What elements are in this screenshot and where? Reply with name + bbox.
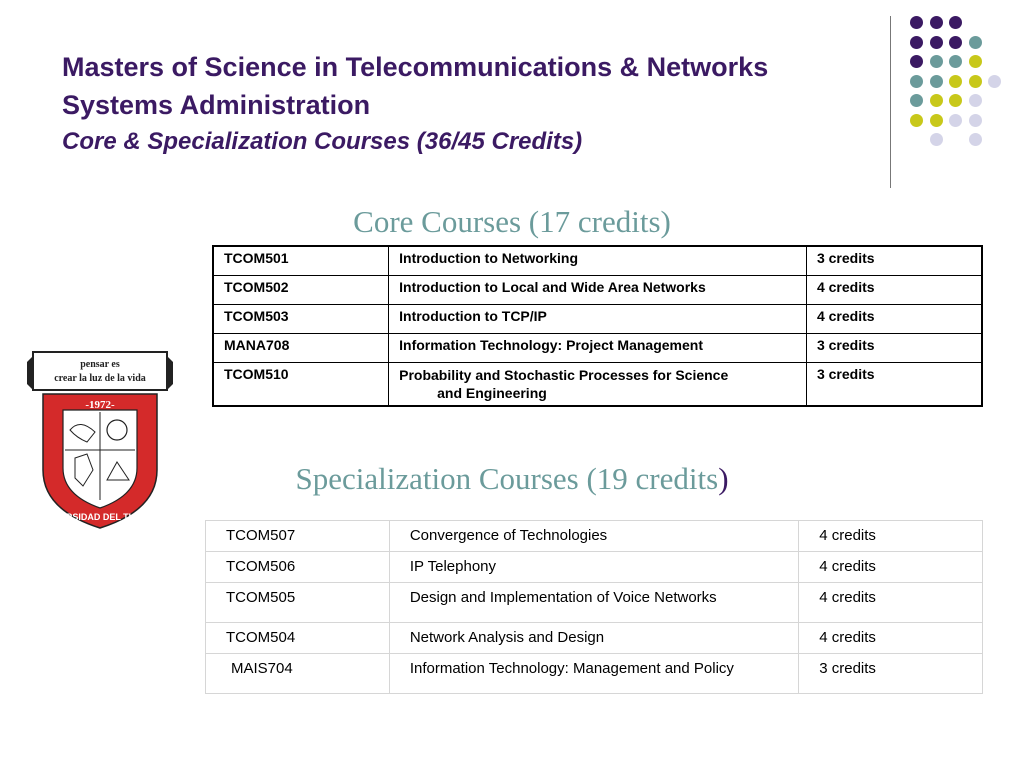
table-row bbox=[213, 305, 982, 334]
course-credits: 4 credits bbox=[806, 305, 982, 334]
logo-motto-1: pensar es bbox=[80, 359, 120, 370]
table-row bbox=[206, 654, 983, 694]
university-logo bbox=[25, 350, 175, 530]
course-name: Network Analysis and Design bbox=[389, 623, 798, 654]
logo-motto-2: crear la luz de la vida bbox=[54, 373, 146, 384]
course-code: TCOM506 bbox=[206, 552, 390, 583]
decorative-dot bbox=[910, 75, 923, 88]
specialization-heading-paren: ) bbox=[718, 461, 729, 496]
decorative-dot bbox=[930, 133, 943, 146]
decorative-dot bbox=[969, 114, 982, 127]
decorative-dot bbox=[988, 75, 1001, 88]
course-credits: 4 credits bbox=[799, 552, 983, 583]
core-heading: Core Courses (17 credits) bbox=[353, 204, 671, 239]
decorative-dot bbox=[930, 114, 943, 127]
decorative-dot bbox=[949, 55, 962, 68]
core-courses-table bbox=[212, 245, 983, 407]
course-credits: 3 credits bbox=[806, 334, 982, 363]
course-code: TCOM502 bbox=[213, 276, 389, 305]
table-row bbox=[206, 623, 983, 654]
decorative-dot bbox=[930, 75, 943, 88]
course-code: TCOM510 bbox=[213, 363, 389, 407]
course-name bbox=[389, 363, 807, 407]
logo-arc-text: UNIVERSIDAD DEL TURABO bbox=[38, 512, 162, 522]
specialization-heading-text: Specialization Courses (19 credits bbox=[295, 461, 719, 496]
title-line-1: Masters of Science in Telecommunications & Networks bbox=[62, 52, 769, 82]
decorative-dot bbox=[969, 133, 982, 146]
table-row bbox=[213, 334, 982, 363]
course-credits: 4 credits bbox=[799, 623, 983, 654]
table-row bbox=[213, 246, 982, 276]
course-name: Introduction to Networking bbox=[389, 246, 807, 276]
decorative-dot bbox=[930, 16, 943, 29]
decorative-dot bbox=[930, 55, 943, 68]
course-code: TCOM504 bbox=[206, 623, 390, 654]
decorative-dot bbox=[949, 36, 962, 49]
university-seal-icon bbox=[25, 350, 175, 530]
course-name-line-1: Probability and Stochastic Processes for Science bbox=[399, 367, 729, 383]
course-credits: 4 credits bbox=[799, 521, 983, 552]
decorative-dot bbox=[910, 114, 923, 127]
specialization-heading bbox=[0, 461, 1024, 497]
course-name: IP Telephony bbox=[389, 552, 798, 583]
course-credits: 3 credits bbox=[799, 654, 983, 694]
course-credits: 3 credits bbox=[806, 246, 982, 276]
table-row bbox=[213, 363, 982, 407]
course-credits: 4 credits bbox=[806, 276, 982, 305]
decorative-dot bbox=[949, 94, 962, 107]
slide-title bbox=[62, 48, 902, 160]
decorative-dot bbox=[910, 94, 923, 107]
logo-year: -1972- bbox=[85, 399, 115, 411]
course-code: TCOM505 bbox=[206, 583, 390, 623]
course-name: Information Technology: Management and Policy bbox=[389, 654, 798, 694]
course-name: Convergence of Technologies bbox=[389, 521, 798, 552]
course-name: Information Technology: Project Management bbox=[389, 334, 807, 363]
decorative-dot bbox=[910, 55, 923, 68]
decorative-dot bbox=[930, 36, 943, 49]
course-name: Introduction to Local and Wide Area Networks bbox=[389, 276, 807, 305]
course-code: MANA708 bbox=[213, 334, 389, 363]
decorative-dot bbox=[949, 75, 962, 88]
decorative-dot bbox=[910, 16, 923, 29]
divider-line bbox=[890, 16, 891, 188]
table-row bbox=[213, 276, 982, 305]
course-name-line-2: and Engineering bbox=[437, 385, 547, 401]
course-name: Introduction to TCP/IP bbox=[389, 305, 807, 334]
table-row bbox=[206, 521, 983, 552]
decorative-dot bbox=[969, 55, 982, 68]
specialization-courses-table bbox=[205, 520, 983, 694]
table-row bbox=[206, 552, 983, 583]
course-code: TCOM501 bbox=[213, 246, 389, 276]
course-credits: 4 credits bbox=[799, 583, 983, 623]
title-line-2: Systems Administration bbox=[62, 90, 371, 120]
course-code: TCOM507 bbox=[206, 521, 390, 552]
decorative-dot bbox=[949, 16, 962, 29]
decorative-dot bbox=[969, 36, 982, 49]
decorative-dot bbox=[969, 94, 982, 107]
course-code: MAIS704 bbox=[206, 654, 390, 694]
decorative-dot bbox=[910, 36, 923, 49]
course-credits: 3 credits bbox=[806, 363, 982, 407]
decorative-dot bbox=[949, 114, 962, 127]
course-name: Design and Implementation of Voice Networks bbox=[389, 583, 798, 623]
title-line-3: Core & Specialization Courses (36/45 Credits) bbox=[62, 128, 583, 155]
decorative-dot bbox=[969, 75, 982, 88]
decorative-dot bbox=[930, 94, 943, 107]
course-code: TCOM503 bbox=[213, 305, 389, 334]
table-row bbox=[206, 583, 983, 623]
